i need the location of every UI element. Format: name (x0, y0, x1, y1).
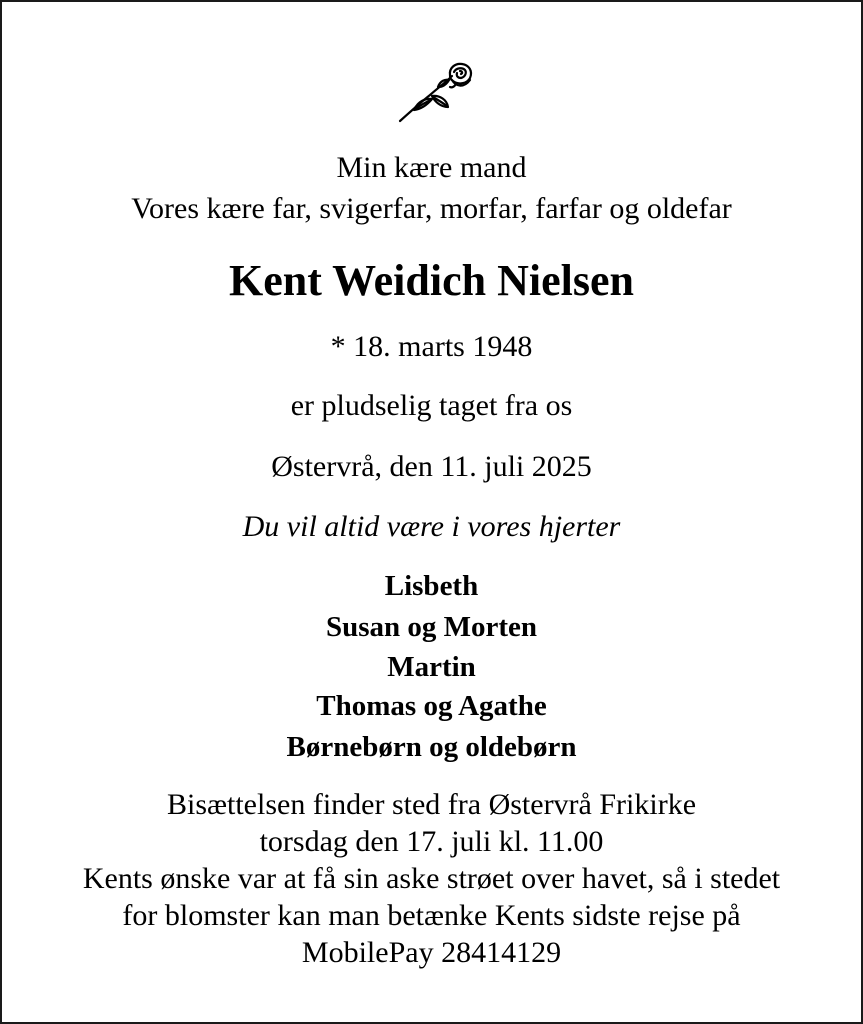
tribute-text: Du vil altid være i vores hjerter (242, 510, 621, 543)
intro-line-1: Min kære mand (336, 151, 527, 184)
place-date: Østervrå, den 11. juli 2025 (271, 450, 592, 483)
funeral-line-5: MobilePay 28414129 (301, 936, 562, 969)
family-member: Susan og Morten (325, 611, 538, 643)
family-member: Børnebørn og oldebørn (286, 731, 577, 763)
funeral-line-3: Kents ønske var at få sin aske strøet over havet, så i stedet (82, 862, 781, 895)
intro-line-2: Vores kære far, svigerfar, morfar, farfar og oldefar (131, 192, 732, 225)
deceased-name: Kent Weidich Nielsen (229, 256, 634, 305)
rose-icon (394, 60, 476, 124)
funeral-line-2: torsdag den 17. juli kl. 11.00 (259, 825, 604, 858)
funeral-line-1: Bisættelsen finder sted fra Østervrå Frikirke (166, 788, 697, 821)
family-member: Martin (387, 651, 476, 683)
family-member: Lisbeth (384, 570, 479, 602)
passing-text: er pludselig taget fra os (290, 389, 573, 422)
birth-date: * 18. marts 1948 (330, 330, 533, 363)
funeral-line-4: for blomster kan man betænke Kents sidste rejse på (122, 899, 741, 932)
family-member: Thomas og Agathe (316, 690, 547, 722)
